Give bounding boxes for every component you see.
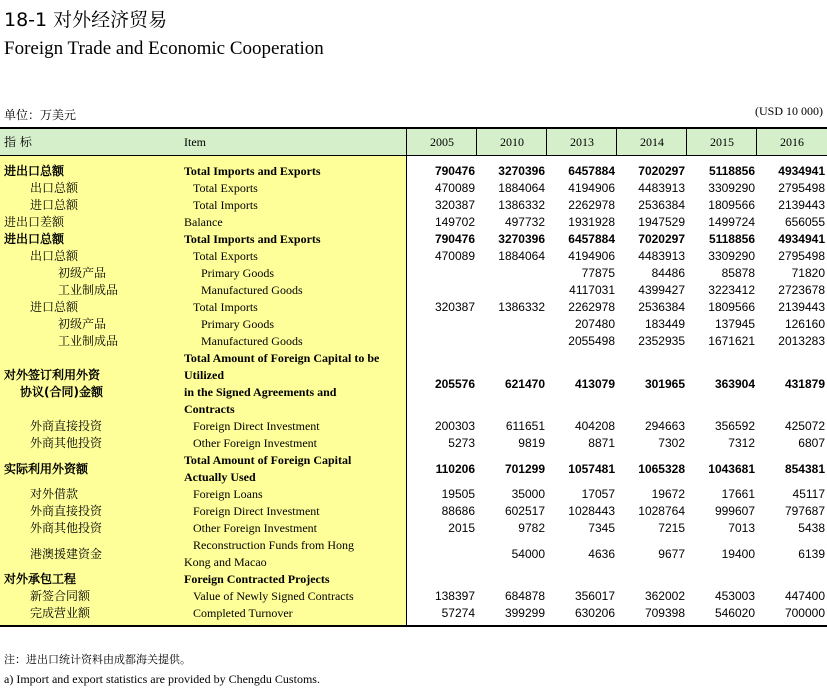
row-label-cn: 进出口总额: [4, 164, 65, 178]
footnote-en: a) Import and export statistics are provided by Chengdu Customs.: [4, 672, 320, 686]
cell-value: 790476: [434, 164, 475, 178]
cell-value: 3309290: [708, 249, 755, 263]
cell-value: 611651: [505, 419, 545, 433]
row-label-cn: 新签合同额: [30, 589, 91, 603]
cell-value: 205576: [434, 376, 475, 391]
cell-value: 17661: [721, 487, 755, 501]
cell-value: 294663: [644, 419, 685, 433]
row-label-cn: 进口总额: [30, 300, 79, 314]
row-label-en: Total Amount of Foreign Capital to be: [184, 351, 380, 365]
cell-value: 404208: [574, 419, 615, 433]
cell-value: 1931928: [568, 215, 615, 229]
cell-value: 1499724: [708, 215, 755, 229]
cell-value: 138397: [434, 589, 475, 603]
page-title-en: Foreign Trade and Economic Cooperation: [4, 38, 324, 59]
header-indicator-cn: 指 标: [4, 135, 32, 149]
row-label-en: Primary Goods: [201, 317, 274, 331]
table-row: [0, 486, 827, 503]
row-label-en: Total Imports: [193, 198, 258, 212]
unit-label-en: (USD 10 000): [755, 104, 823, 118]
row-label-en: Manufactured Goods: [201, 283, 303, 297]
cell-value: 5118856: [708, 164, 755, 178]
cell-value: 425072: [784, 419, 825, 433]
cell-value: 320387: [434, 300, 475, 314]
header-year: 2015: [686, 129, 757, 155]
cell-value: 8871: [588, 436, 615, 450]
row-label-cn: 出口总额: [30, 181, 79, 195]
cell-value: 7215: [658, 521, 685, 535]
cell-value: 447400: [784, 589, 825, 603]
cell-value: 4483913: [638, 181, 685, 195]
row-label-en: in the Signed Agreements and: [184, 385, 337, 399]
row-label-cn: 初级产品: [58, 317, 107, 331]
cell-value: 4636: [588, 546, 615, 561]
cell-value: 790476: [434, 232, 475, 246]
cell-value: 4194906: [568, 249, 615, 263]
cell-value: 497732: [504, 215, 545, 229]
cell-value: 356592: [714, 419, 755, 433]
cell-value: 45117: [792, 487, 825, 501]
cell-value: 4194906: [568, 181, 615, 195]
row-label-cn: 外商其他投资: [30, 521, 103, 535]
cell-value: 4483913: [638, 249, 685, 263]
table-row: [0, 571, 827, 588]
cell-value: 6807: [798, 436, 825, 450]
table-bottom-rule: [0, 625, 827, 627]
cell-value: 2055498: [568, 334, 615, 348]
table-row: [0, 503, 827, 520]
table-row: [0, 537, 827, 571]
cell-value: 35000: [511, 487, 545, 501]
row-label-cn: 协议(合同)金额: [20, 385, 103, 399]
cell-value: 1028443: [568, 504, 615, 518]
cell-value: 999607: [714, 504, 755, 518]
cell-value: 1809566: [708, 198, 755, 212]
page-title-cn: 18-1 对外经济贸易: [4, 9, 168, 31]
cell-value: 700000: [784, 606, 825, 620]
row-label-en: Kong and Macao: [184, 555, 267, 569]
cell-value: 470089: [434, 249, 475, 263]
footnote-cn: 注：进出口统计资料由成都海关提供。: [4, 653, 191, 666]
table-row: [0, 197, 827, 214]
table-row: [0, 214, 827, 231]
cell-value: 1386332: [498, 198, 545, 212]
cell-value: 1671621: [708, 334, 755, 348]
row-label-cn: 进出口差额: [4, 215, 65, 229]
row-label-cn: 完成营业额: [30, 606, 91, 620]
cell-value: 7013: [728, 521, 755, 535]
cell-value: 183449: [644, 317, 685, 331]
header-year: 2005: [406, 129, 477, 155]
cell-value: 656055: [784, 215, 825, 229]
row-label-cn: 外商直接投资: [30, 419, 103, 433]
row-label-en: Manufactured Goods: [201, 334, 303, 348]
cell-value: 7312: [728, 436, 755, 450]
cell-value: 110206: [435, 461, 475, 476]
cell-value: 200303: [434, 419, 475, 433]
cell-value: 2139443: [778, 198, 825, 212]
cell-value: 2262978: [568, 300, 615, 314]
cell-value: 19672: [651, 487, 685, 501]
table-row: [0, 418, 827, 435]
header-item-en: Item: [184, 135, 206, 149]
cell-value: 301965: [644, 376, 685, 391]
row-label-en: Balance: [184, 215, 223, 229]
cell-value: 854381: [784, 461, 825, 476]
row-label-en: Other Foreign Investment: [193, 436, 317, 450]
cell-value: 6457884: [568, 164, 615, 178]
cell-value: 797687: [784, 504, 825, 518]
table-row: [0, 435, 827, 452]
cell-value: 6457884: [568, 232, 615, 246]
cell-value: 2352935: [638, 334, 685, 348]
table-top-rule: [0, 127, 827, 129]
cell-value: 7020297: [638, 232, 685, 246]
cell-value: 1057481: [568, 461, 615, 476]
cell-value: 7345: [588, 521, 615, 535]
cell-value: 470089: [434, 181, 475, 195]
cell-value: 88686: [441, 504, 475, 518]
cell-value: 3309290: [708, 181, 755, 195]
cell-value: 701299: [504, 461, 545, 476]
cell-value: 684878: [504, 589, 545, 603]
header-year: 2014: [616, 129, 687, 155]
cell-value: 85878: [721, 266, 755, 280]
cell-value: 149702: [434, 215, 475, 229]
table-row: [0, 248, 827, 265]
cell-value: 4934941: [778, 164, 825, 178]
cell-value: 17057: [581, 487, 615, 501]
table-row: [0, 588, 827, 605]
row-label-cn: 对外借款: [30, 487, 79, 501]
cell-value: 137945: [714, 317, 755, 331]
row-label-en: Completed Turnover: [193, 606, 293, 620]
cell-value: 71820: [791, 266, 825, 280]
row-label-en: Utilized: [184, 368, 224, 382]
cell-value: 84486: [651, 266, 685, 280]
table-row: [0, 299, 827, 316]
cell-value: 3223412: [708, 283, 755, 297]
row-label-en: Contracts: [184, 402, 235, 416]
cell-value: 4934941: [778, 232, 825, 246]
cell-value: 2536384: [638, 198, 685, 212]
row-label-en: Reconstruction Funds from Hong: [193, 538, 354, 552]
cell-value: 54000: [511, 546, 545, 561]
cell-value: 6139: [798, 546, 825, 561]
row-label-cn: 外商其他投资: [30, 436, 103, 450]
row-label-cn: 工业制成品: [58, 334, 119, 348]
cell-value: 19505: [441, 487, 475, 501]
row-label-cn: 工业制成品: [58, 283, 119, 297]
cell-value: 1028764: [638, 504, 685, 518]
cell-value: 3270396: [498, 164, 545, 178]
cell-value: 320387: [434, 198, 475, 212]
cell-value: 2795498: [778, 249, 825, 263]
table-row: [0, 605, 827, 622]
cell-value: 9677: [658, 546, 685, 561]
table-row: [0, 350, 827, 418]
cell-value: 9819: [518, 436, 545, 450]
row-label-en: Primary Goods: [201, 266, 274, 280]
cell-value: 4117031: [569, 283, 615, 297]
row-label-en: Total Exports: [193, 249, 258, 263]
row-label-en: Total Imports and Exports: [184, 164, 321, 178]
cell-value: 431879: [784, 376, 825, 391]
row-label-en: Foreign Direct Investment: [193, 504, 320, 518]
row-label-en: Foreign Contracted Projects: [184, 572, 330, 586]
cell-value: 1884064: [498, 181, 545, 195]
row-label-en: Value of Newly Signed Contracts: [193, 589, 354, 603]
row-label-cn: 港澳援建资金: [30, 546, 103, 561]
table-row: [0, 265, 827, 282]
row-label-cn: 实际利用外资额: [4, 461, 89, 476]
cell-value: 2262978: [568, 198, 615, 212]
table-row: [0, 163, 827, 180]
row-label-en: Foreign Loans: [193, 487, 263, 501]
cell-value: 2723678: [778, 283, 825, 297]
cell-value: 356017: [574, 589, 615, 603]
cell-value: 1947529: [638, 215, 685, 229]
row-label-en: Total Exports: [193, 181, 258, 195]
unit-label-cn: 单位：万美元: [4, 108, 77, 122]
cell-value: 1386332: [498, 300, 545, 314]
cell-value: 602517: [504, 504, 545, 518]
cell-value: 2015: [448, 521, 475, 535]
row-label-cn: 对外签订利用外资: [4, 368, 101, 382]
cell-value: 709398: [644, 606, 685, 620]
table-row: [0, 333, 827, 350]
cell-value: 630206: [574, 606, 615, 620]
cell-value: 5118856: [708, 232, 755, 246]
table-row: [0, 452, 827, 486]
cell-value: 1043681: [708, 461, 755, 476]
row-label-cn: 出口总额: [30, 249, 79, 263]
cell-value: 362002: [644, 589, 685, 603]
cell-value: 5438: [798, 521, 825, 535]
header-year: 2016: [756, 129, 827, 155]
row-label-cn: 外商直接投资: [30, 504, 103, 518]
cell-value: 3270396: [498, 232, 545, 246]
cell-value: 7302: [658, 436, 685, 450]
cell-value: 2013283: [778, 334, 825, 348]
table-row: [0, 180, 827, 197]
cell-value: 7020297: [638, 164, 685, 178]
cell-value: 1884064: [498, 249, 545, 263]
table-row: [0, 231, 827, 248]
cell-value: 2795498: [778, 181, 825, 195]
cell-value: 399299: [504, 606, 545, 620]
row-label-en: Total Imports and Exports: [184, 232, 321, 246]
cell-value: 413079: [574, 376, 615, 391]
cell-value: 5273: [448, 436, 475, 450]
cell-value: 2536384: [638, 300, 685, 314]
header-year: 2013: [546, 129, 617, 155]
row-label-cn: 初级产品: [58, 266, 107, 280]
row-label-en: Foreign Direct Investment: [193, 419, 320, 433]
cell-value: 1065328: [638, 461, 685, 476]
table-row: [0, 316, 827, 333]
table-row: [0, 282, 827, 299]
cell-value: 363904: [714, 376, 755, 391]
row-label-en: Total Amount of Foreign Capital: [184, 453, 352, 467]
row-label-en: Other Foreign Investment: [193, 521, 317, 535]
cell-value: 2139443: [778, 300, 825, 314]
row-label-cn: 对外承包工程: [4, 572, 77, 586]
cell-value: 1809566: [708, 300, 755, 314]
cell-value: 621470: [504, 376, 545, 391]
cell-value: 9782: [518, 521, 545, 535]
cell-value: 126160: [784, 317, 825, 331]
cell-value: 453003: [714, 589, 755, 603]
header-year: 2010: [476, 129, 547, 155]
table-row: [0, 520, 827, 537]
cell-value: 57274: [441, 606, 475, 620]
row-label-en: Actually Used: [184, 470, 256, 484]
cell-value: 77875: [581, 266, 615, 280]
cell-value: 207480: [574, 317, 615, 331]
data-table: [0, 127, 827, 627]
row-label-en: Total Imports: [193, 300, 258, 314]
cell-value: 4399427: [638, 283, 685, 297]
row-label-cn: 进出口总额: [4, 232, 65, 246]
cell-value: 19400: [721, 546, 755, 561]
cell-value: 546020: [714, 606, 755, 620]
row-label-cn: 进口总额: [30, 198, 79, 212]
table-header: [0, 129, 827, 155]
